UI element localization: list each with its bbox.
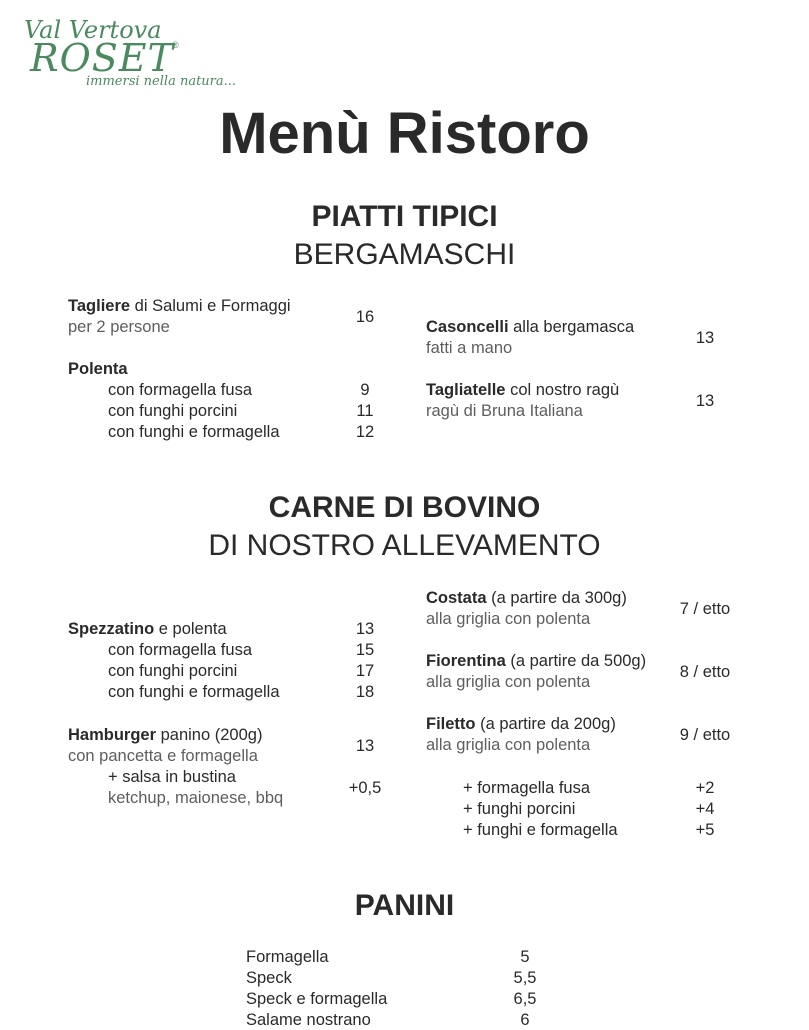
panino-price: 5,5 bbox=[513, 969, 537, 987]
item-price: 9 / etto bbox=[679, 726, 731, 744]
item-desc: (a partire da 200g) bbox=[475, 715, 616, 733]
item-price: 7 / etto bbox=[679, 600, 731, 618]
item-name: Tagliere bbox=[68, 297, 131, 315]
panino-price: 6,5 bbox=[513, 990, 537, 1008]
item-price: 16 bbox=[355, 308, 375, 326]
section-subtitle-allevamento: DI NOSTRO ALLEVAMENTO bbox=[208, 529, 601, 562]
item-name: Hamburger bbox=[68, 726, 157, 744]
item-subtext: alla griglia con polenta bbox=[426, 673, 591, 691]
panino-label: Speck bbox=[246, 969, 292, 987]
addon-price: +4 bbox=[695, 800, 715, 818]
section-title-panini: PANINI bbox=[354, 889, 455, 922]
panino-label: Formagella bbox=[246, 948, 329, 966]
option-price: 15 bbox=[355, 641, 375, 659]
item-desc: (a partire da 500g) bbox=[505, 652, 647, 670]
item-name: Spezzatino bbox=[68, 620, 155, 638]
item-desc: alla bergamasca bbox=[508, 318, 635, 336]
panino-label: Speck e formagella bbox=[246, 990, 388, 1008]
menu-item-spezzatino bbox=[68, 620, 227, 639]
logo-registered-mark: ® bbox=[172, 40, 179, 50]
option-price: 18 bbox=[355, 683, 375, 701]
option-price: 11 bbox=[356, 402, 374, 420]
item-desc: e polenta bbox=[154, 620, 227, 638]
section-title-carne-di-bovino: CARNE DI BOVINO bbox=[268, 491, 541, 524]
item-price: 13 bbox=[355, 620, 375, 638]
addon-label: + funghi porcini bbox=[463, 800, 576, 818]
logo bbox=[22, 14, 242, 94]
section-title-piatti-tipici: PIATTI TIPICI bbox=[311, 200, 498, 233]
addon-label: + funghi e formagella bbox=[463, 821, 618, 839]
panino-label: Salame nostrano bbox=[246, 1011, 371, 1029]
menu-item-polenta bbox=[68, 360, 128, 379]
option-label: con funghi e formagella bbox=[108, 683, 280, 701]
option-label: con formagella fusa bbox=[108, 641, 252, 659]
option-price: 12 bbox=[355, 423, 375, 441]
item-name: Filetto bbox=[426, 715, 476, 733]
addon-price: +2 bbox=[695, 779, 715, 797]
logo-brand: ROSET bbox=[30, 36, 174, 80]
item-subtext: con pancetta e formagella bbox=[68, 747, 258, 765]
option-price: 9 bbox=[360, 381, 370, 399]
menu-item-casoncelli bbox=[426, 318, 634, 337]
option-label: con funghi porcini bbox=[108, 402, 238, 420]
item-name: Tagliatelle bbox=[426, 381, 506, 399]
item-name: Costata bbox=[426, 589, 487, 607]
menu-item-tagliere bbox=[68, 297, 291, 316]
panino-price: 6 bbox=[520, 1011, 530, 1029]
addon-price: +5 bbox=[695, 821, 715, 839]
section-subtitle-bergamaschi: BERGAMASCHI bbox=[293, 238, 516, 271]
extra-label: + salsa in bustina bbox=[108, 768, 236, 786]
item-name: Fiorentina bbox=[426, 652, 506, 670]
logo-top-text: Val Vertova bbox=[24, 16, 162, 44]
addon-label: + formagella fusa bbox=[463, 779, 591, 797]
option-price: 17 bbox=[355, 662, 375, 680]
item-desc: (a partire da 300g) bbox=[486, 589, 627, 607]
item-name: Casoncelli bbox=[426, 318, 509, 336]
item-subtext: fatti a mano bbox=[426, 339, 513, 357]
item-desc: di Salumi e Formaggi bbox=[130, 297, 291, 315]
item-subtext: ragù di Bruna Italiana bbox=[426, 402, 583, 420]
item-name: Polenta bbox=[68, 360, 128, 378]
option-label: con funghi porcini bbox=[108, 662, 238, 680]
menu-item-tagliatelle bbox=[426, 381, 619, 400]
menu-item-hamburger bbox=[68, 726, 262, 745]
menu-item-costata bbox=[426, 589, 627, 608]
panino-price: 5 bbox=[520, 948, 530, 966]
item-desc: col nostro ragù bbox=[505, 381, 620, 399]
option-label: con funghi e formagella bbox=[108, 423, 280, 441]
extra-price: +0,5 bbox=[348, 779, 382, 797]
page-title: Menù Ristoro bbox=[219, 101, 590, 166]
menu-item-fiorentina bbox=[426, 652, 646, 671]
item-desc: panino (200g) bbox=[156, 726, 263, 744]
item-price: 13 bbox=[355, 737, 375, 755]
item-price: 13 bbox=[695, 392, 715, 410]
option-label: con formagella fusa bbox=[108, 381, 252, 399]
item-subtext: per 2 persone bbox=[68, 318, 170, 336]
menu-item-filetto bbox=[426, 715, 616, 734]
item-price: 13 bbox=[695, 329, 715, 347]
extra-subtext: ketchup, maionese, bbq bbox=[108, 789, 284, 807]
logo-tagline: immersi nella natura... bbox=[86, 74, 237, 89]
item-subtext: alla griglia con polenta bbox=[426, 736, 591, 754]
item-subtext: alla griglia con polenta bbox=[426, 610, 591, 628]
item-price: 8 / etto bbox=[679, 663, 731, 681]
